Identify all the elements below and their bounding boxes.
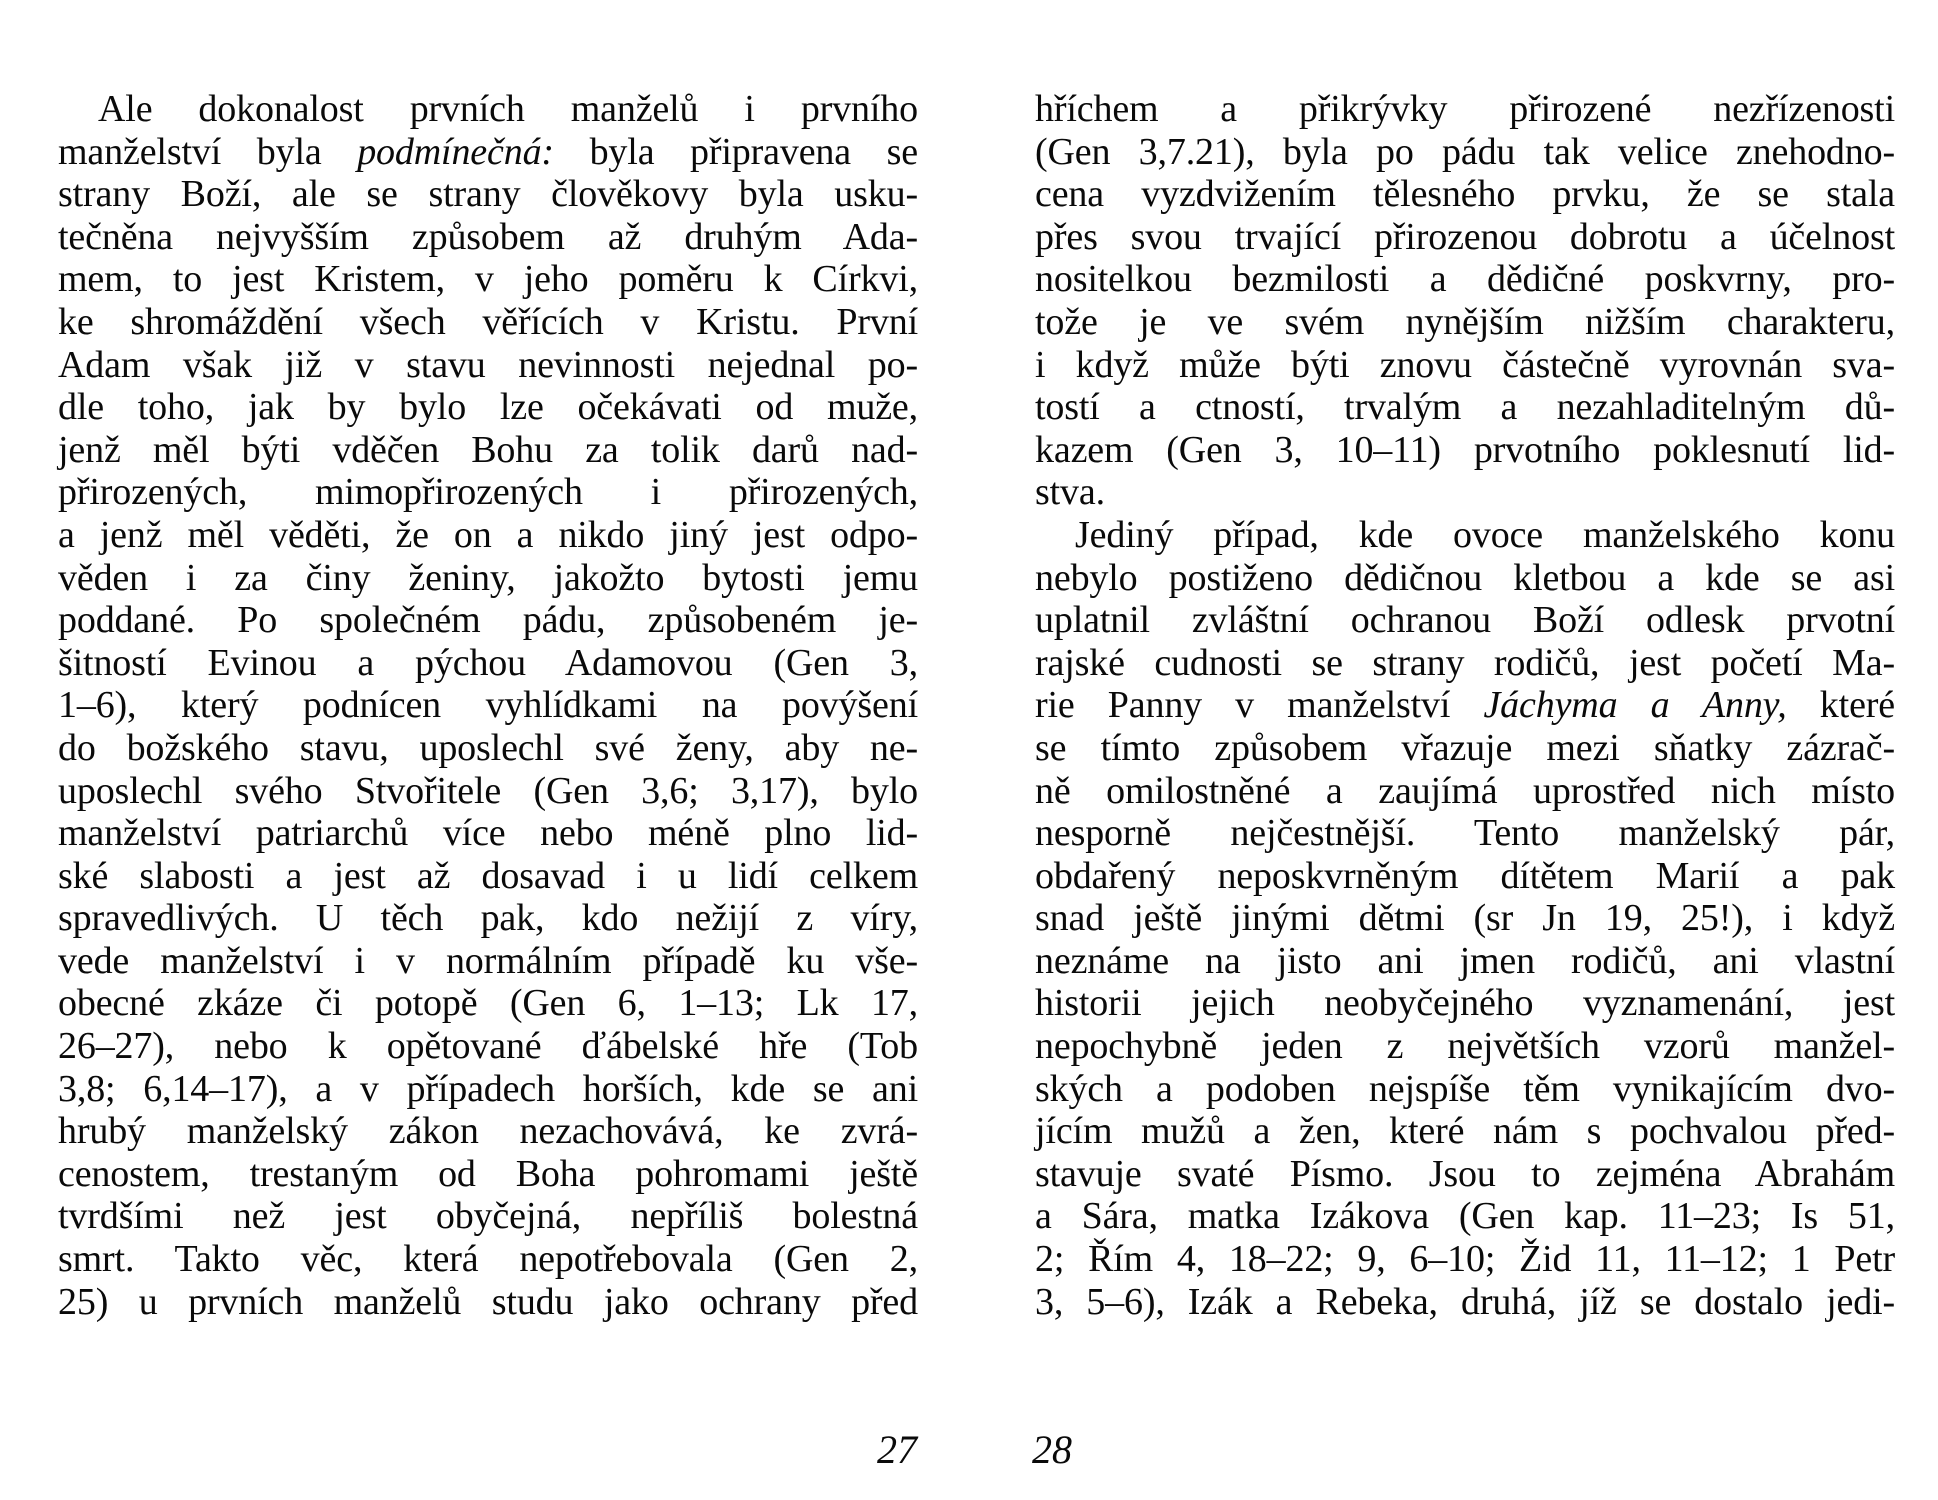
right-page-line [1035, 301, 1895, 344]
right-page-line [1035, 514, 1895, 557]
text-segment: kazem (Gen 3, 10–11) prvotního poklesnutí lid- [1035, 428, 1895, 471]
italic-text: podmínečná: [357, 130, 554, 173]
left-page-line [58, 88, 918, 131]
text-segment: 3, 5–6), Izák a Rebeka, druhá, jíž se dostalo jedi- [1035, 1280, 1895, 1323]
text-segment: strany Boží, ale se strany člověkovy byla usku- [58, 173, 918, 216]
left-page-line [58, 642, 918, 685]
text-segment: obdařený neposkvrněným dítětem Marií a pak [1035, 854, 1895, 897]
right-page-text [1035, 88, 1895, 1323]
right-page-line [1035, 1238, 1895, 1281]
text-segment: věden i za činy ženiny, jakožto bytosti jemu [58, 556, 918, 599]
left-page-line [58, 812, 918, 855]
left-page-line [58, 514, 918, 557]
right-page-line [1035, 1153, 1895, 1196]
text-segment: i když může býti znovu částečně vyrovnán sva- [1035, 343, 1895, 386]
text-segment: vede manželství i v normálním případě ku vše- [58, 939, 918, 982]
right-page-line [1035, 642, 1895, 685]
left-page-line [58, 982, 918, 1025]
text-segment: manželství patriarchů více nebo méně plno lid- [58, 812, 918, 855]
left-page-line [58, 173, 918, 216]
right-page-line [1035, 1068, 1895, 1111]
right-page-line [1035, 557, 1895, 600]
text-segment: ke shromáždění všech věřících v Kristu. První [58, 300, 918, 343]
right-page-line [1035, 855, 1895, 898]
text-segment: do božského stavu, uposlechl své ženy, aby ne- [58, 726, 918, 769]
text-segment: nebylo postiženo dědičnou kletbou a kde se asi [1035, 556, 1895, 599]
right-page-line [1035, 1110, 1895, 1153]
right-page-line [1035, 599, 1895, 642]
left-page-line [58, 471, 918, 514]
text-segment: uplatnil zvláštní ochranou Boží odlesk prvotní [1035, 599, 1895, 642]
right-page-line [1035, 131, 1895, 174]
text-segment: se tímto způsobem vřazuje mezi sňatky zázrač- [1035, 726, 1895, 769]
text-segment: ně omilostněné a zaujímá uprostřed nich místo [1035, 769, 1895, 812]
left-page-line [58, 940, 918, 983]
text-segment: neznáme na jisto ani jmen rodičů, ani vlastní [1035, 939, 1895, 982]
text-segment: nositelkou bezmilosti a dědičné poskvrny, pro- [1035, 258, 1895, 301]
text-segment: Ale dokonalost prvních manželů i prvního [98, 88, 918, 130]
text-segment: historii jejich neobyčejného vyznamenání, jest [1035, 982, 1895, 1025]
right-page-line [1035, 812, 1895, 855]
text-segment: přes svou trvající přirozenou dobrotu a účelnost [1035, 215, 1895, 258]
text-segment: tostí a ctností, trvalým a nezahladitelným dů- [1035, 386, 1895, 429]
text-segment: tože je ve svém nynějším nižším charakteru, [1035, 300, 1895, 343]
text-segment: snad ještě jinými dětmi (sr Jn 19, 25!), i když [1035, 897, 1895, 940]
text-segment: hrubý manželský zákon nezachovává, ke zvrá- [58, 1110, 918, 1153]
text-segment: a Sára, matka Izákova (Gen kap. 11–23; Is 51, [1035, 1195, 1895, 1238]
text-segment: rie Panny v manželství [1035, 684, 1484, 727]
right-page-line [1035, 982, 1895, 1025]
text-segment: (Gen 3,7.21), byla po pádu tak velice znehodno- [1035, 130, 1895, 173]
left-page-line [58, 1068, 918, 1111]
right-page-line [1035, 897, 1895, 940]
left-page-line [58, 1110, 918, 1153]
text-segment: ské slabosti a jest až dosavad i u lidí celkem [58, 854, 918, 897]
right-page-line [1035, 344, 1895, 387]
page-number-left: 27 [877, 1427, 917, 1472]
left-page-text [58, 88, 918, 1323]
right-page-line [1035, 1025, 1895, 1068]
left-page-line [58, 1153, 918, 1196]
right-page-line [1035, 386, 1895, 429]
text-segment: tečněna nejvyšším způsobem až druhým Ada- [58, 215, 918, 258]
text-segment: cenostem, trestaným od Boha pohromami ještě [58, 1152, 918, 1195]
text-segment: tvrdšími než jest obyčejná, nepříliš bolestná [58, 1195, 918, 1238]
right-page-line [1035, 1281, 1895, 1324]
text-segment: jícím mužů a žen, které nám s pochvalou před- [1035, 1110, 1895, 1153]
right-page-line [1035, 770, 1895, 813]
text-segment: poddané. Po společném pádu, způsobeném je- [58, 599, 918, 642]
left-page-line [58, 1025, 918, 1068]
text-segment: stva. [1035, 471, 1105, 514]
text-segment: Adam však již v stavu nevinnosti nejednal po- [58, 343, 918, 386]
text-segment: cena vyzdvižením tělesného prvku, že se stala [1035, 173, 1895, 216]
text-segment: nepochybně jeden z největších vzorů manžel- [1035, 1025, 1895, 1068]
left-page [58, 88, 918, 1323]
text-segment: obecné zkáze či potopě (Gen 6, 1–13; Lk 17, [58, 982, 918, 1025]
text-segment: jenž měl býti vděčen Bohu za tolik darů nad- [58, 428, 918, 471]
left-page-line [58, 770, 918, 813]
text-segment: přirozených, mimopřirozených i přirozených, [58, 471, 918, 514]
text-segment: 2; Řím 4, 18–22; 9, 6–10; Žid 11, 11–12; 1 Petr [1035, 1238, 1895, 1281]
left-page-line [58, 258, 918, 301]
right-page-line [1035, 1195, 1895, 1238]
left-page-line [58, 429, 918, 472]
text-segment: 3,8; 6,14–17), a v případech horších, kde se ani [58, 1067, 918, 1110]
italic-text: Jáchyma a Anny, [1483, 684, 1787, 727]
left-page-line [58, 386, 918, 429]
text-segment: 26–27), nebo k opětované ďábelské hře (Tob [58, 1025, 918, 1068]
left-page-line [58, 684, 918, 727]
right-page-line [1035, 173, 1895, 216]
text-segment: byla připravena se [553, 130, 918, 173]
text-segment: ských a podoben nejspíše těm vynikajícím dvo- [1035, 1067, 1895, 1110]
text-segment: 1–6), který podnícen vyhlídkami na povýšení [58, 684, 918, 727]
text-segment: 25) u prvních manželů studu jako ochrany před [58, 1280, 918, 1323]
text-segment: Jediný případ, kde ovoce manželského konu [1075, 513, 1895, 556]
text-segment: šitností Evinou a pýchou Adamovou (Gen 3, [58, 641, 918, 684]
left-page-line [58, 1195, 918, 1238]
left-page-line [58, 1281, 918, 1324]
right-page-line [1035, 216, 1895, 259]
left-page-line [58, 1238, 918, 1281]
text-segment: smrt. Takto věc, která nepotřebovala (Gen 2, [58, 1238, 918, 1281]
left-page-line [58, 897, 918, 940]
text-segment: rajské cudnosti se strany rodičů, jest početí Ma- [1035, 641, 1895, 684]
text-segment: hříchem a přikrývky přirozené nezřízenosti [1035, 88, 1895, 130]
text-segment: a jenž měl věděti, že on a nikdo jiný jest odpo- [58, 513, 918, 556]
text-segment: nesporně nejčestnější. Tento manželský pár, [1035, 812, 1895, 855]
right-page-line [1035, 429, 1895, 472]
right-page-line [1035, 88, 1895, 131]
text-segment: dle toho, jak by bylo lze očekávati od muže, [58, 386, 918, 429]
left-page-line [58, 727, 918, 770]
page-number-right: 28 [1032, 1427, 1072, 1472]
text-segment: stavuje svaté Písmo. Jsou to zejména Abrahám [1035, 1152, 1895, 1195]
text-segment: uposlechl svého Stvořitele (Gen 3,6; 3,17), bylo [58, 769, 918, 812]
right-page-line [1035, 258, 1895, 301]
left-page-line [58, 557, 918, 600]
text-segment: mem, to jest Kristem, v jeho poměru k Církvi, [58, 258, 918, 301]
right-page-line [1035, 940, 1895, 983]
text-segment: které [1786, 684, 1896, 727]
text-segment: manželství byla [58, 130, 358, 173]
left-page-line [58, 301, 918, 344]
right-page-line [1035, 684, 1895, 727]
left-page-line [58, 216, 918, 259]
right-page-line [1035, 727, 1895, 770]
text-segment: spravedlivých. U těch pak, kdo nežijí z víry, [58, 897, 918, 940]
left-page-line [58, 855, 918, 898]
left-page-line [58, 131, 918, 174]
left-page-line [58, 599, 918, 642]
right-page-line [1035, 471, 1895, 514]
right-page [1035, 88, 1895, 1323]
left-page-line [58, 344, 918, 387]
